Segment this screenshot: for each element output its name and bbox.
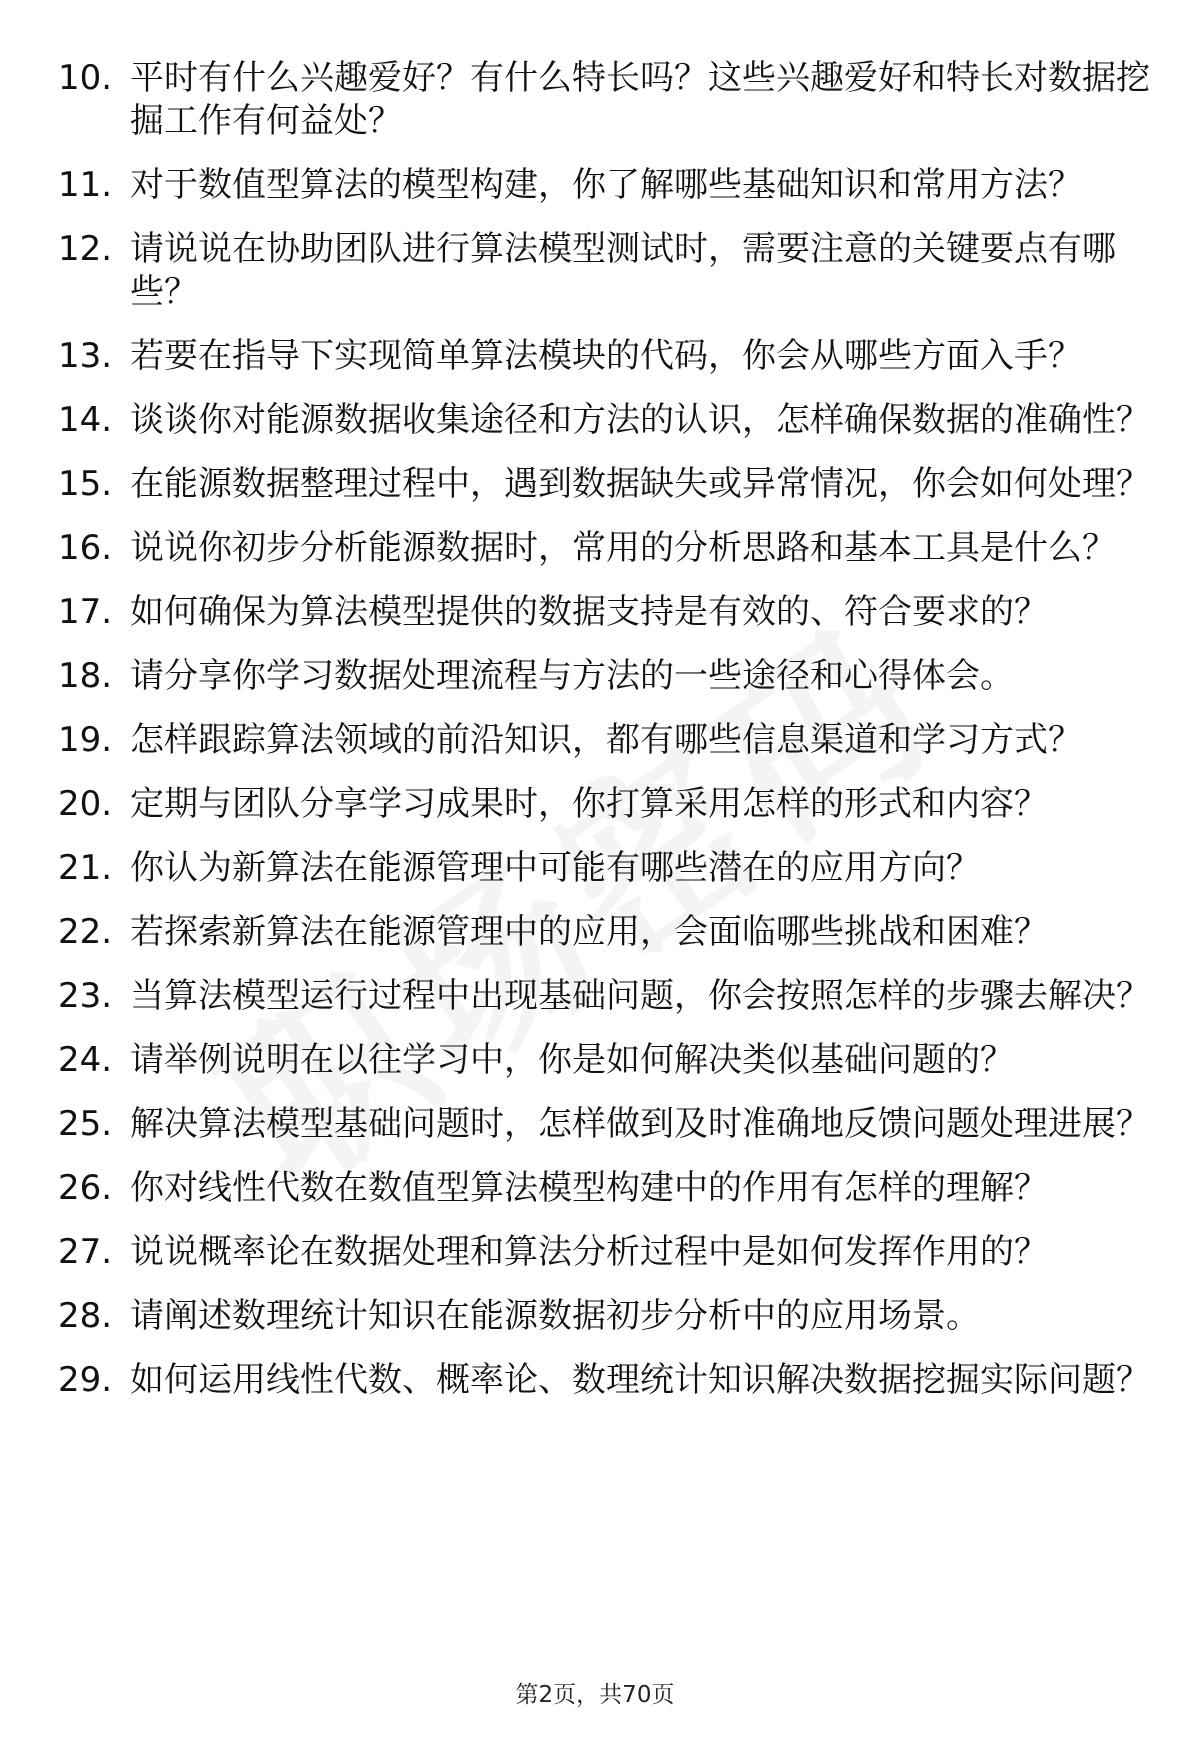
question-number: 18. <box>58 656 113 696</box>
question-text: 对于数值型算法的模型构建，你了解哪些基础知识和常用方法？ <box>130 165 1082 205</box>
question-text: 当算法模型运行过程中出现基础问题，你会按照怎样的步骤去解决？ <box>130 976 1150 1016</box>
question-text: 解决算法模型基础问题时，怎样做到及时准确地反馈问题处理进展？ <box>130 1104 1150 1144</box>
question-number: 19. <box>58 720 113 760</box>
question-text: 平时有什么兴趣爱好？有什么特长吗？这些兴趣爱好和特长对数据挖掘工作有何益处？ <box>130 58 1150 141</box>
question-number: 25. <box>58 1104 113 1144</box>
question-text: 请分享你学习数据处理流程与方法的一些途径和心得体会。 <box>130 656 1014 696</box>
question-text: 在能源数据整理过程中，遇到数据缺失或异常情况，你会如何处理？ <box>130 464 1150 504</box>
question-number: 21. <box>58 848 113 888</box>
question-text: 请说说在协助团队进行算法模型测试时，需要注意的关键要点有哪些？ <box>130 229 1116 312</box>
question-number: 10. <box>58 58 113 98</box>
question-text: 定期与团队分享学习成果时，你打算采用怎样的形式和内容？ <box>130 784 1048 824</box>
question-item <box>58 335 1150 378</box>
question-list <box>58 57 1150 1423</box>
question-item <box>58 57 1150 143</box>
question-item <box>58 591 1150 634</box>
question-number: 12. <box>58 229 113 269</box>
question-text: 谈谈你对能源数据收集途径和方法的认识，怎样确保数据的准确性？ <box>130 400 1150 440</box>
question-text: 说说你初步分析能源数据时，常用的分析思路和基本工具是什么？ <box>130 528 1116 568</box>
question-number: 24. <box>58 1040 113 1080</box>
question-number: 22. <box>58 912 113 952</box>
page-footer <box>0 1676 1190 1709</box>
question-item <box>58 164 1150 207</box>
question-number: 26. <box>58 1168 113 1208</box>
question-item <box>58 228 1150 314</box>
question-number: 15. <box>58 464 113 504</box>
page-indicator: 第2页，共70页 <box>515 1682 675 1708</box>
question-item <box>58 399 1150 442</box>
question-number: 17. <box>58 592 113 632</box>
question-item <box>58 1167 1150 1210</box>
question-number: 14. <box>58 400 113 440</box>
question-text: 你认为新算法在能源管理中可能有哪些潜在的应用方向？ <box>130 848 980 888</box>
question-item <box>58 527 1150 570</box>
question-item <box>58 1039 1150 1082</box>
question-item <box>58 783 1150 826</box>
question-text: 若探索新算法在能源管理中的应用，会面临哪些挑战和困难？ <box>130 912 1048 952</box>
question-number: 16. <box>58 528 113 568</box>
question-text: 说说概率论在数据处理和算法分析过程中是如何发挥作用的？ <box>130 1232 1048 1272</box>
question-text: 如何运用线性代数、概率论、数理统计知识解决数据挖掘实际问题？ <box>130 1360 1150 1400</box>
question-item <box>58 463 1150 506</box>
question-item <box>58 847 1150 890</box>
question-item <box>58 911 1150 954</box>
question-text: 请举例说明在以往学习中，你是如何解决类似基础问题的？ <box>130 1040 1014 1080</box>
question-item <box>58 655 1150 698</box>
question-text: 如何确保为算法模型提供的数据支持是有效的、符合要求的？ <box>130 592 1048 632</box>
question-number: 11. <box>58 165 113 205</box>
question-item <box>58 1103 1150 1146</box>
question-item <box>58 975 1150 1018</box>
question-item <box>58 1295 1150 1338</box>
question-text: 你对线性代数在数值型算法模型构建中的作用有怎样的理解？ <box>130 1168 1048 1208</box>
question-number: 29. <box>58 1360 113 1400</box>
question-text: 怎样跟踪算法领域的前沿知识，都有哪些信息渠道和学习方式？ <box>130 720 1082 760</box>
question-item <box>58 1231 1150 1274</box>
question-item <box>58 1359 1150 1402</box>
question-text: 若要在指导下实现简单算法模块的代码，你会从哪些方面入手？ <box>130 336 1082 376</box>
question-number: 28. <box>58 1296 113 1336</box>
question-number: 13. <box>58 336 113 376</box>
question-number: 23. <box>58 976 113 1016</box>
question-text: 请阐述数理统计知识在能源数据初步分析中的应用场景。 <box>130 1296 980 1336</box>
question-number: 20. <box>58 784 113 824</box>
question-number: 27. <box>58 1232 113 1272</box>
question-item <box>58 719 1150 762</box>
